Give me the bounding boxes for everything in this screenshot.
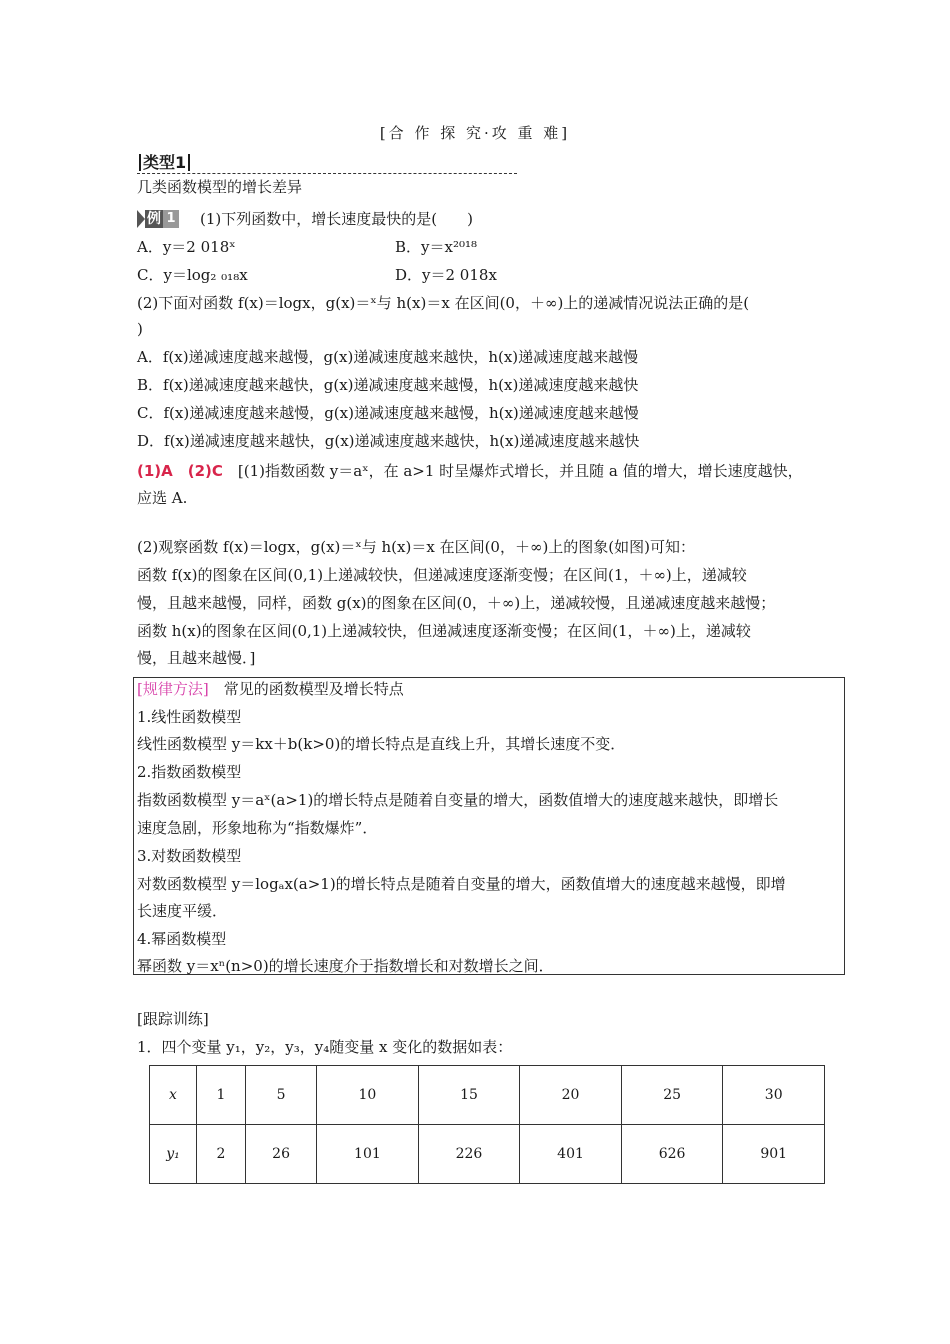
- method-title: 常见的函数模型及增长特点: [208, 680, 404, 698]
- table-cell: 20: [520, 1066, 622, 1125]
- table-cell: y₁: [150, 1125, 197, 1184]
- answer-line-2: 应选 A.: [137, 489, 188, 507]
- table-cell: 626: [621, 1125, 723, 1184]
- table-cell: 25: [621, 1066, 723, 1125]
- question-1: (1)下列函数中，增长速度最快的是( ): [200, 210, 473, 228]
- table-row: [150, 1066, 825, 1125]
- answer-line-1: [137, 460, 803, 482]
- training-question-1: 1．四个变量 y₁，y₂，y₃，y₄随变量 x 变化的数据如表：: [137, 1038, 513, 1056]
- method-title-line: [137, 678, 404, 700]
- method-line: 线性函数模型 y＝kx＋b(k>0)的增长特点是直线上升，其增长速度不变．: [137, 735, 626, 753]
- table-row: [150, 1125, 825, 1184]
- q1-option-d: D．y＝2 018x: [395, 266, 497, 284]
- method-line: 长速度平缓．: [137, 902, 228, 920]
- answer-explanation-line: 函数 f(x)的图象在区间(0,1)上递减较快，但递减速度逐渐变慢；在区间(1，＋∞)上，递减较: [137, 566, 747, 584]
- q1-option-c: C．y＝log₂ ₀₁₈x: [137, 266, 248, 284]
- table-cell: 10: [317, 1066, 419, 1125]
- example-tag-word: 例: [147, 211, 161, 227]
- q2-option-a: A．f(x)递减速度越来越慢，g(x)递减速度越来越快，h(x)递减速度越来越慢: [137, 348, 639, 366]
- q1-option-b: B．y＝x²⁰¹⁸: [395, 238, 478, 256]
- method-line: 2.指数函数模型: [137, 763, 242, 781]
- table-cell: 226: [418, 1125, 520, 1184]
- answer-explanation-line: 慢，且越来越慢．]: [137, 649, 256, 667]
- answer-explanation-line: (2)观察函数 f(x)＝logx，g(x)＝ˣ与 h(x)＝x 在区间(0，＋∞)上的图象(如图)可知：: [137, 538, 696, 556]
- method-line: 对数函数模型 y＝logₐx(a>1)的增长特点是随着自变量的增大，函数值增大的速度越来越慢，即增: [137, 875, 786, 893]
- table-cell: 401: [520, 1125, 622, 1184]
- type-label-text: 类型1: [143, 153, 187, 172]
- table-cell: 26: [246, 1125, 317, 1184]
- answer-explanation-line: 慢，且越来越慢，同样，函数 g(x)的图象在区间(0，＋∞)上，递减较慢，且递减速度越来越慢；: [137, 594, 776, 612]
- table-cell: 5: [246, 1066, 317, 1125]
- type-label-left-bar: [139, 154, 141, 171]
- example-arrow-icon: [137, 210, 145, 228]
- question-2-line-1: (2)下面对函数 f(x)＝logx，g(x)＝ˣ与 h(x)＝x 在区间(0，＋∞)上的递减情况说法正确的是(: [137, 294, 750, 312]
- q2-option-c: C．f(x)递减速度越来越慢，g(x)递减速度越来越慢，h(x)递减速度越来越慢: [137, 404, 639, 422]
- topic-title: 几类函数模型的增长差异: [137, 178, 303, 196]
- question-2-line-2: ): [137, 320, 143, 338]
- method-line: 幂函数 y＝xⁿ(n>0)的增长速度介于指数增长和对数增长之间．: [137, 957, 554, 975]
- q1-option-a: A．y＝2 018ˣ: [137, 238, 236, 256]
- method-line: 4.幂函数模型: [137, 930, 227, 948]
- section-heading: [合 作 探 究·攻 重 难]: [379, 124, 571, 142]
- method-line: 3.对数函数模型: [137, 847, 242, 865]
- table-cell: 901: [723, 1125, 825, 1184]
- training-title: [跟踪训练]: [137, 1010, 209, 1028]
- answer-explanation-1: [(1)指数函数 y＝aˣ，在 a>1 时呈爆炸式增长，并且随 a 值的增大，增长速度越快，: [222, 462, 803, 480]
- method-line: 指数函数模型 y＝aˣ(a>1)的增长特点是随着自变量的增大，函数值增大的速度越来越快，即增长: [137, 791, 779, 809]
- table-cell: x: [150, 1066, 197, 1125]
- q2-option-b: B．f(x)递减速度越来越快，g(x)递减速度越来越慢，h(x)递减速度越来越快: [137, 376, 639, 394]
- method-line: 速度急剧，形象地称为“指数爆炸”．: [137, 819, 378, 837]
- table-cell: 30: [723, 1066, 825, 1125]
- data-table: [149, 1065, 825, 1184]
- table-cell: 101: [317, 1125, 419, 1184]
- answer-explanation-line: 函数 h(x)的图象在区间(0,1)上递减较快，但递减速度逐渐变慢；在区间(1，＋∞)上，递减较: [137, 622, 751, 640]
- dashed-divider: [137, 173, 517, 174]
- method-tag: [规律方法]: [137, 680, 209, 698]
- method-line: 1.线性函数模型: [137, 708, 242, 726]
- type-label-right-bar: [188, 154, 190, 171]
- type-label: [137, 150, 192, 173]
- table-cell: 1: [197, 1066, 246, 1125]
- example-tag-number: 1: [163, 210, 179, 228]
- table-cell: 2: [197, 1125, 246, 1184]
- answer-key: (1)A (2)C: [137, 462, 223, 480]
- q2-option-d: D．f(x)递减速度越来越快，g(x)递减速度越来越快，h(x)递减速度越来越快: [137, 432, 640, 450]
- example-tag: [137, 210, 179, 228]
- table-cell: 15: [418, 1066, 520, 1125]
